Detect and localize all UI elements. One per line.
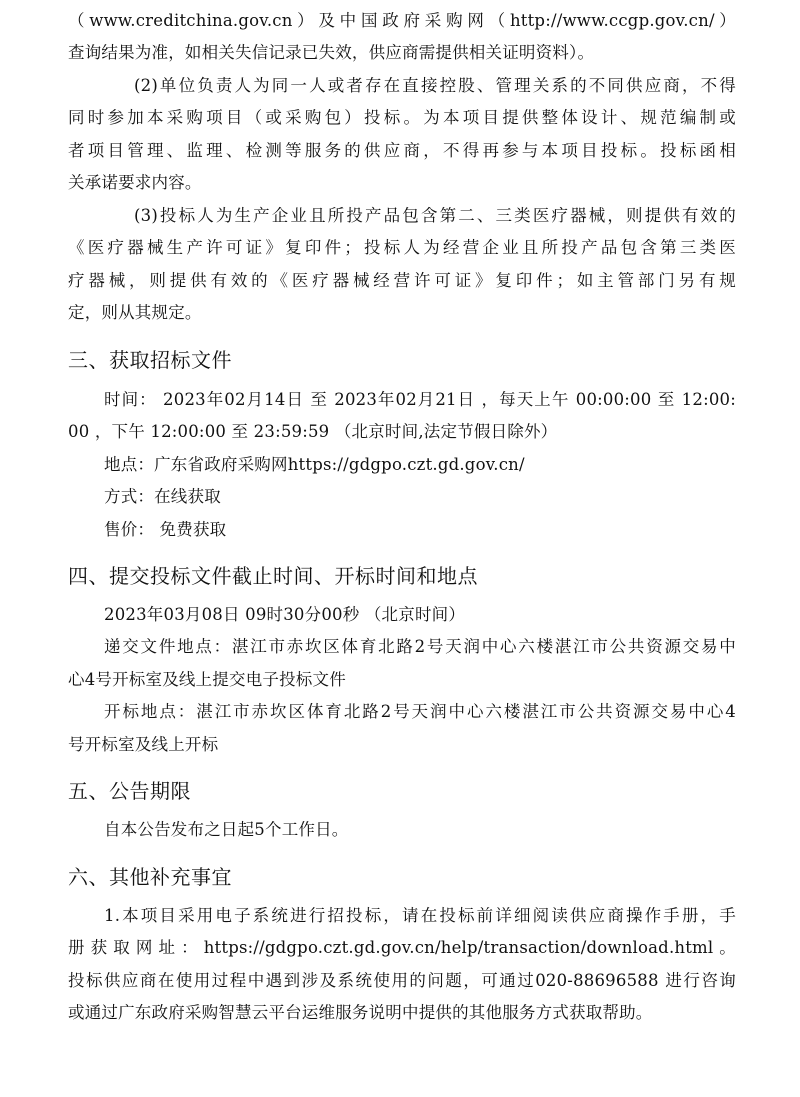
paragraph-line: 同时参加本采购项目（或采购包）投标。为本项目提供整体设计、规范编制或 (68, 108, 736, 127)
opening-location-line: 号开标室及线上开标 (68, 735, 219, 754)
paragraph-line: 或通过广东政府采购智慧云平台运维服务说明中提供的其他服务方式获取帮助。 (68, 1003, 653, 1022)
time-line: 时间： 2023年02月14日 至 2023年02月21日 ，每天上午 00:00:00 至 12:00: (104, 390, 736, 409)
submit-location-line: 心4号开标室及线上提交电子投标文件 (68, 670, 346, 689)
paragraph-line: 册获取网址：https://gdgpo.czt.gd.gov.cn/help/transaction/download.html。 (68, 938, 736, 957)
deadline-line: 2023年03月08日 09时30分00秒 （北京时间） (104, 605, 466, 624)
paragraph-line: （www.creditchina.gov.cn）及中国政府采购网（http://www.ccgp.gov.cn/） (68, 11, 736, 30)
paragraph-line: 者项目管理、监理、检测等服务的供应商，不得再参与本项目投标。投标函相 (68, 141, 736, 160)
announcement-period-text: 自本公告发布之日起5个工作日。 (104, 820, 349, 839)
paragraph-line: 查询结果为准，如相关失信记录已失效，供应商需提供相关证明资料）。 (68, 43, 595, 62)
section-heading: 四、提交投标文件截止时间、开标时间和地点 (68, 564, 478, 588)
section-heading: 三、获取招标文件 (68, 348, 232, 372)
section-heading: 五、公告期限 (68, 779, 191, 803)
price-line: 售价： 免费获取 (104, 520, 227, 539)
section-heading: 六、其他补充事宜 (68, 865, 232, 889)
paragraph-line: 疗器械，则提供有效的《医疗器械经营许可证》复印件；如主管部门另有规 (68, 271, 736, 290)
paragraph-line: 投标供应商在使用过程中遇到涉及系统使用的问题，可通过020-88696588 进行咨询 (68, 971, 736, 990)
time-line: 00 ，下午 12:00:00 至 23:59:59 （北京时间,法定节假日除外） (68, 422, 558, 441)
paragraph-line: 《医疗器械生产许可证》复印件；投标人为经营企业且所投产品包含第三类医 (68, 238, 736, 257)
paragraph-line: (3)投标人为生产企业且所投产品包含第二、三类医疗器械，则提供有效的 (134, 206, 736, 225)
location-line: 地点：广东省政府采购网https://gdgpo.czt.gd.gov.cn/ (104, 455, 525, 474)
paragraph-line: 定，则从其规定。 (68, 303, 202, 322)
opening-location-line: 开标地点：湛江市赤坎区体育北路2号天润中心六楼湛江市公共资源交易中心4 (104, 702, 736, 721)
paragraph-line: 1.本项目采用电子系统进行招投标，请在投标前详细阅读供应商操作手册，手 (104, 906, 736, 925)
submit-location-line: 递交文件地点：湛江市赤坎区体育北路2号天润中心六楼湛江市公共资源交易中 (104, 637, 736, 656)
method-line: 方式：在线获取 (104, 487, 221, 506)
paragraph-line: 关承诺要求内容。 (68, 173, 202, 192)
paragraph-line: (2)单位负责人为同一人或者存在直接控股、管理关系的不同供应商，不得 (134, 76, 736, 95)
